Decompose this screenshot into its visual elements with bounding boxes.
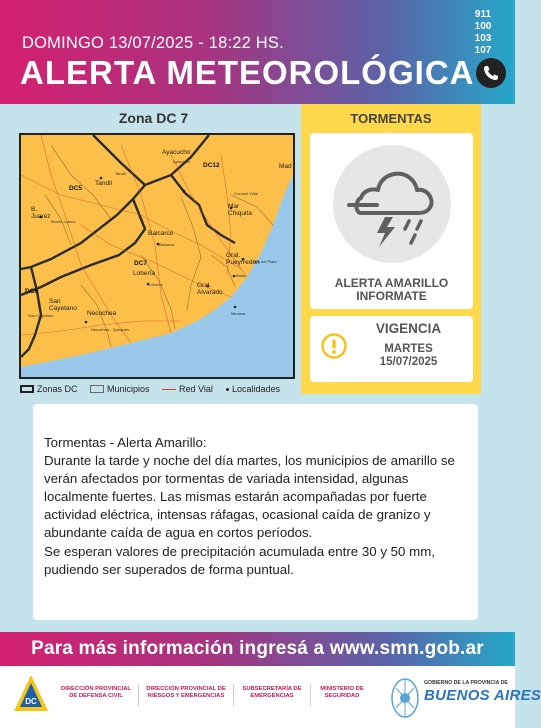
map-label: Balcarce [148, 230, 174, 237]
exclamation-icon [321, 333, 347, 359]
legend-item: Red Vial [162, 384, 213, 394]
emergency-phone-list [466, 9, 500, 57]
map-label: San Cayetano [49, 298, 77, 313]
legend-item: Localidades [226, 384, 280, 394]
map-label: Ayacucho [162, 149, 191, 156]
svg-text:DC: DC [25, 697, 37, 706]
map-label: Necochea [87, 310, 117, 317]
map-legend [20, 384, 300, 398]
municipality-border-swatch [90, 385, 104, 393]
road-swatch [162, 389, 176, 390]
phone-number: 107 [474, 45, 492, 56]
storm-cloud-icon [333, 145, 451, 263]
phone-number: 911 [474, 9, 492, 20]
buenos-aires-emblem-icon [390, 674, 420, 720]
alert-datetime: DOMINGO 13/07/2025 - 18:22 HS. [22, 34, 284, 52]
alert-card [310, 133, 473, 309]
map-label: San Cayetano [28, 313, 54, 318]
legend-item: Zonas DC [20, 384, 78, 394]
map-label: Balcarce [159, 242, 175, 247]
org-subsecretaria: SUBSECRETARÍA DE EMERGENCIAS [242, 686, 302, 699]
land-area [21, 135, 293, 367]
gov-logo-text: GOBIERNO DE LA PROVINCIA DE BUENOS AIRES [424, 680, 541, 704]
map-label: Mar del Plata [253, 259, 277, 264]
map-label: Gral. Pueyrredón [226, 252, 260, 267]
org-defensa-civil: DIRECCIÓN PROVINCIAL DE DEFENSA CIVIL [61, 686, 131, 699]
map-label: Necochea - Quequén [91, 327, 130, 332]
alert-panel [301, 104, 481, 394]
defensa-civil-logo [12, 673, 50, 715]
zone-map [19, 133, 295, 379]
zone-label-dc6: DC6 [25, 288, 39, 295]
map-label: Lobería [149, 282, 163, 287]
phone-number: 103 [474, 33, 492, 44]
footer-cta: Para más información ingresá a www.smn.gob.ar [0, 632, 515, 666]
map-label: Miramar [231, 311, 246, 316]
map-label: Ayacucho [173, 159, 191, 164]
footer-logos [0, 666, 541, 728]
description-title: Tormentas - Alerta Amarillo: [44, 435, 207, 450]
phone-number: 100 [474, 21, 492, 32]
description-text [44, 434, 474, 579]
header-banner [0, 0, 515, 104]
map-label: Tandil [95, 180, 112, 187]
vigencia-card [310, 316, 473, 382]
zone-label-dc12: DC12 [203, 162, 220, 169]
legend-item: Municipios [90, 384, 150, 394]
map-label: Tandil [115, 171, 126, 176]
map-panel [10, 104, 297, 398]
zone-border-swatch [20, 385, 34, 393]
divider [310, 684, 311, 706]
zone-title: Zona DC 7 [118, 110, 189, 126]
zone-label-dc7: DC7 [134, 260, 148, 267]
map-label: Batán [236, 273, 247, 278]
description-extra: Se esperan valores de precipitación acumulada entre 30 y 50 mm, pudiendo ser superados de forma puntual. [44, 543, 435, 577]
org-ministerio: MINISTERIO DE SEGURIDAD [320, 686, 364, 699]
map-label: Benito Juárez [51, 219, 76, 224]
vigencia-date: MARTES 15/07/2025 [379, 343, 438, 368]
map-label: Mar Chiquita [228, 203, 252, 218]
alert-type: TORMENTAS [350, 111, 432, 126]
description-body: Durante la tarde y noche del día martes, los municipios de amarillo se verán afectados por tormentas de variada intensidad, algunas localmente fuertes. Las mismas estarán acompañadas por fuerte actividad eléctrica, intensas ráfagas, ocasional caída de granizo y abundante caída de agua en cortos períodos. [44, 453, 455, 541]
zone-label-dc5: DC5 [69, 185, 83, 192]
divider [233, 684, 234, 706]
vigencia-title: VIGENCIA [375, 321, 442, 336]
divider [138, 684, 139, 706]
alert-level: ALERTA AMARILLO INFORMATE [334, 276, 449, 303]
map-label: Lobería [133, 270, 156, 277]
map-label: Coronel Vidal [234, 191, 258, 196]
map-label: Mad [279, 163, 292, 170]
map-label: B. Juarez [31, 206, 51, 221]
page-title: ALERTA METEOROLÓGICA [20, 54, 475, 91]
description-box [33, 404, 478, 620]
map-label: Gral. Alvarado [197, 282, 223, 297]
locality-swatch [226, 388, 229, 391]
phone-icon [476, 58, 506, 88]
org-riesgos-emergencias: DIRECCIÓN PROVINCIAL DE RIESGOS Y EMERGENCIAS [146, 686, 226, 699]
